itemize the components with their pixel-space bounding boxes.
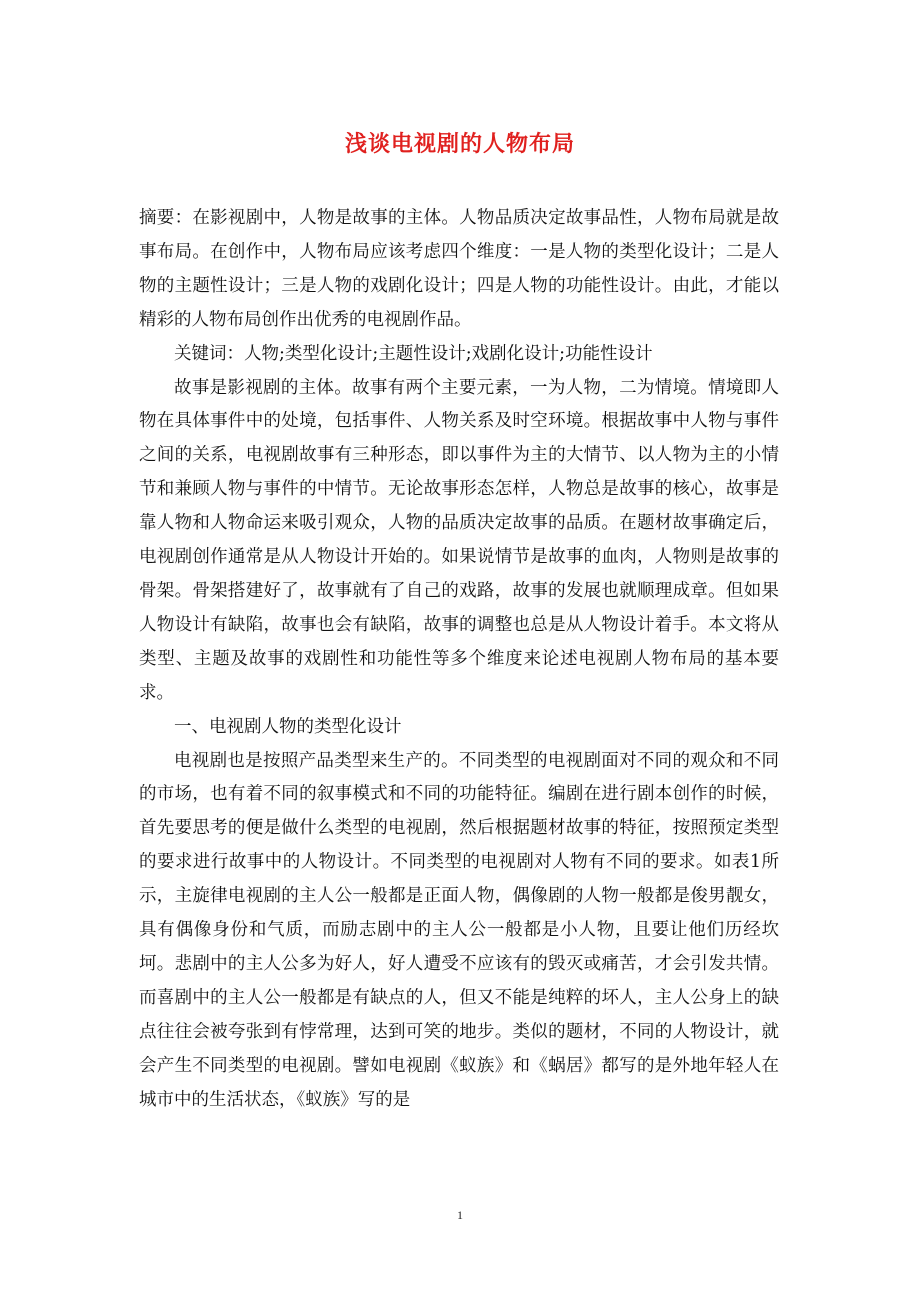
page-number: 1 bbox=[457, 1208, 463, 1222]
keywords-paragraph: 关键词：人物;类型化设计;主题性设计;戏剧化设计;功能性设计 bbox=[174, 343, 653, 364]
body-paragraph-2: 电视剧也是按照产品类型来生产的。不同类型的电视剧面对不同的观众和不同的市场，也有着不同的叙事模式和不同的功能特征。编剧在进行剧本创作的时候，首先要思考的便是做什么类型的电视剧，然后根据题材故事的特征，按照预定类型的要求进行故事中的人物设计。不同类型的电视剧对人物有不同的要求。如表1所示，主旋律电视剧的主人公一般都是正面人物，偶像剧的人物一般都是俊男靓女，具有偶像身份和气质，而励志剧中的主人公一般都是小人物，且要让他们历经坎坷。悲剧中的主人公多为好人，好人遭受不应该有的毁灭或痛苦，才会引发共情。而喜剧中的主人公一般都是有缺点的人，但又不能是纯粹的坏人，主人公身上的缺点往往会被夸张到有悖常理，达到可笑的地步。类似的题材，不同的人物设计，就会产生不同类型的电视剧。譬如电视剧《蚁族》和《蜗居》都写的是外地年轻人在城市中的生活状态，《蚁族》写的是 bbox=[139, 750, 779, 1110]
section-heading-1: 一、电视剧人物的类型化设计 bbox=[174, 716, 402, 737]
body-paragraph-1: 故事是影视剧的主体。故事有两个主要元素，一为人物，二为情境。情境即人物在具体事件中的处境，包括事件、人物关系及时空环境。根据故事中人物与事件之间的关系，电视剧故事有三种形态，即以事件为主的大情节、以人物为主的小情节和兼顾人物与事件的中情节。无论故事形态怎样，人物总是故事的核心，故事是靠人物和人物命运来吸引观众，人物的品质决定故事的品质。在题材故事确定后，电视剧创作通常是从人物设计开始的。如果说情节是故事的血肉，人物则是故事的骨架。骨架搭建好了，故事就有了自己的戏路，故事的发展也就顺理成章。但如果人物设计有缺陷，故事也会有缺陷，故事的调整也总是从人物设计着手。本文将从类型、主题及故事的戏剧性和功能性等多个维度来论述电视剧人物布局的基本要求。 bbox=[139, 377, 779, 703]
document-body bbox=[139, 202, 779, 1117]
abstract-paragraph: 摘要：在影视剧中，人物是故事的主体。人物品质决定故事品性，人物布局就是故事布局。在创作中，人物布局应该考虑四个维度：一是人物的类型化设计；二是人物的主题性设计；三是人物的戏剧化设计；四是人物的功能性设计。由此，才能以精彩的人物布局创作出优秀的电视剧作品。 bbox=[139, 208, 779, 330]
document-title: 浅谈电视剧的人物布局 bbox=[344, 131, 575, 157]
